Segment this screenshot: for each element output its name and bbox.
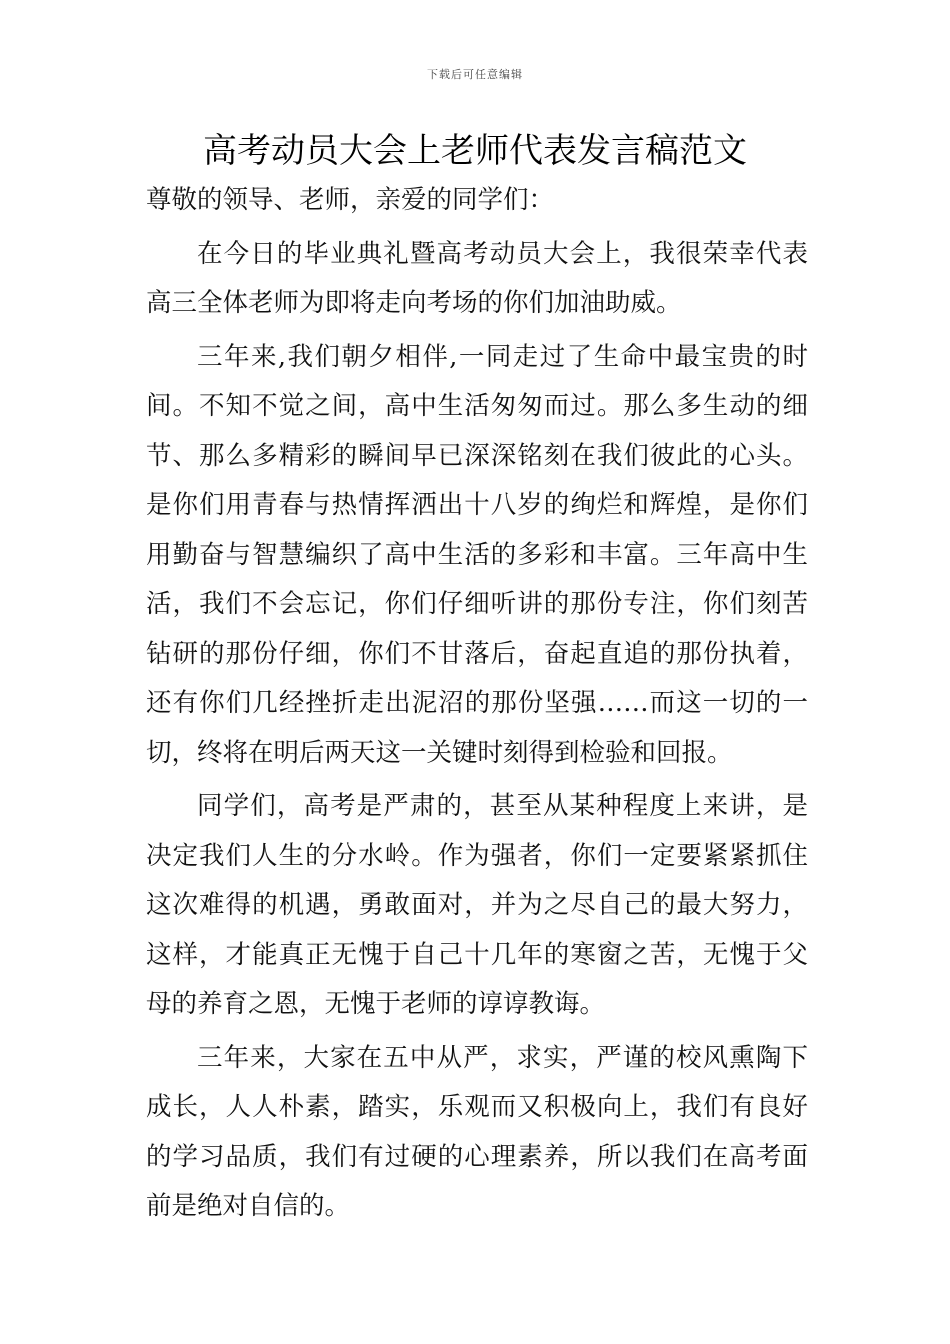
document-body	[146, 176, 808, 1236]
paragraph: 同学们，高考是严肃的，甚至从某种程度上来讲，是决定我们人生的分水岭。作为强者，你们一定要紧紧抓住这次难得的机遇，勇敢面对，并为之尽自己的最大努力，这样，才能真正无愧于自己十几年的寒窗之苦，无愧于父母的养育之恩，无愧于老师的谆谆教诲。	[146, 791, 808, 1019]
page-header-note: 下载后可任意编辑	[427, 68, 523, 81]
paragraph: 在今日的毕业典礼暨高考动员大会上，我很荣幸代表高三全体老师为即将走向考场的你们加油助威。	[146, 238, 808, 318]
salutation: 尊敬的领导、老师，亲爱的同学们：	[146, 185, 555, 215]
document-title: 高考动员大会上老师代表发言稿范文	[203, 131, 747, 171]
paragraph: 三年来,我们朝夕相伴,一同走过了生命中最宝贵的时间。不知不觉之间，高中生活匆匆而过。那么多生动的细节、那么多精彩的瞬间早已深深铭刻在我们彼此的心头。是你们用青春与热情挥洒出十八岁的绚烂和辉煌，是你们用勤奋与智慧编织了高中生活的多彩和丰富。三年高中生活，我们不会忘记，你们仔细听讲的那份专注，你们刻苦钻研的那份仔细，你们不甘落后，奋起直追的那份执着，还有你们几经挫折走出泥沼的那份坚强……而这一切的一切，终将在明后两天这一关键时刻得到检验和回报。	[146, 341, 808, 768]
paragraph: 三年来，大家在五中从严，求实，严谨的校风熏陶下成长，人人朴素，踏实，乐观而又积极向上，我们有良好的学习品质，我们有过硬的心理素养，所以我们在高考面前是绝对自信的。	[146, 1042, 808, 1221]
